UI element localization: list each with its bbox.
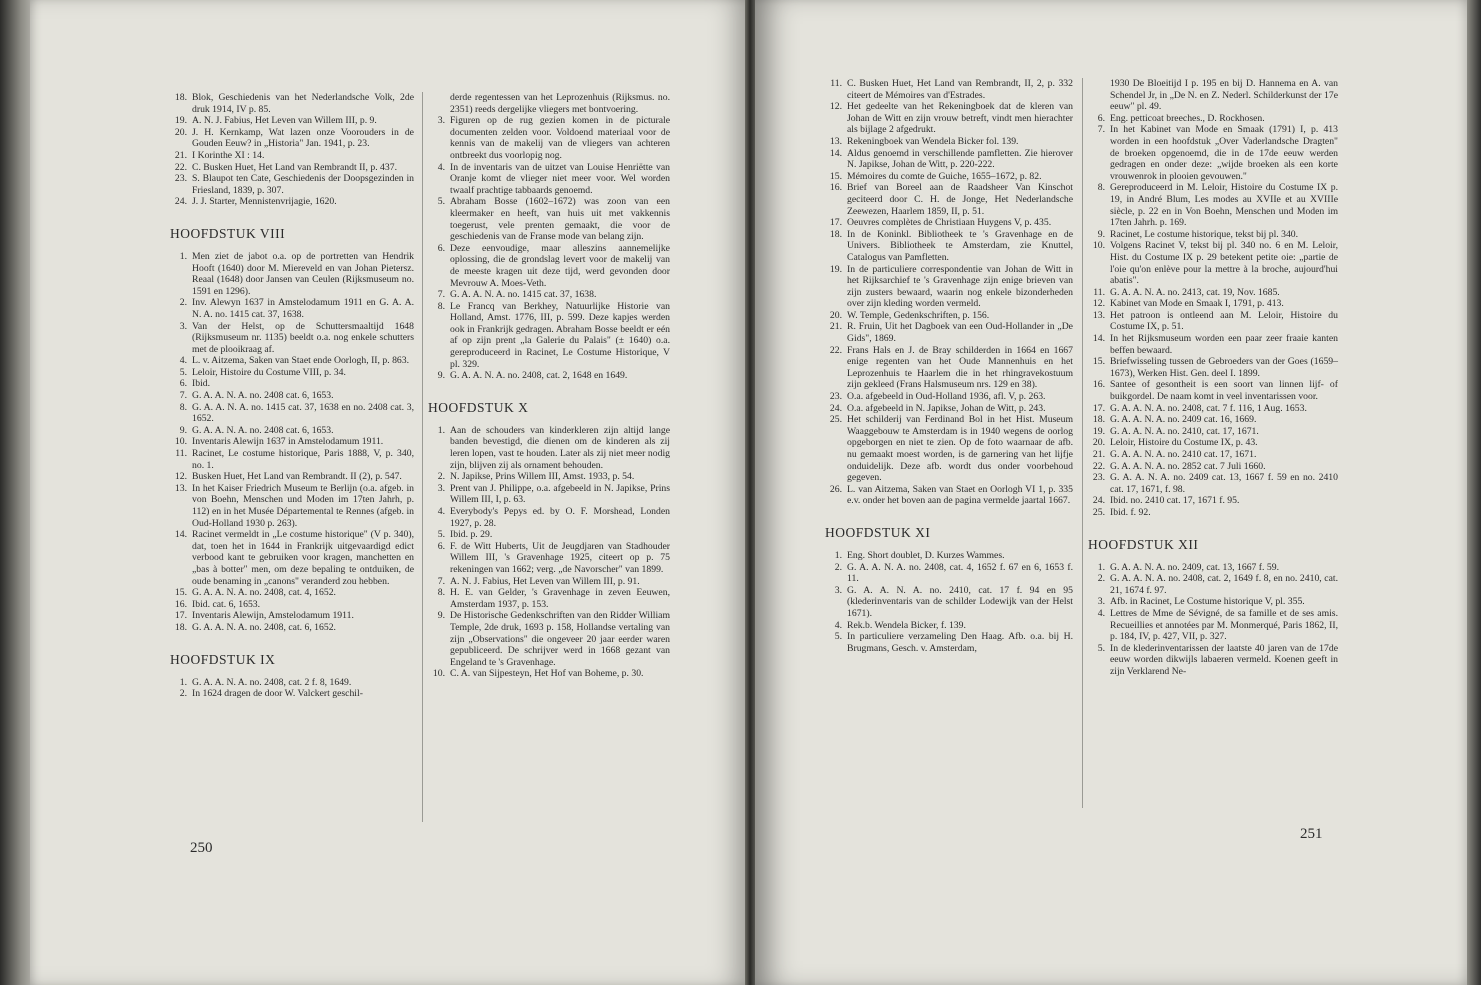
footnote-entry [825, 78, 1073, 101]
footnote-number: 16. [1092, 379, 1105, 391]
footnote-number: 3. [437, 482, 445, 494]
footnote-number: 5. [179, 366, 187, 378]
footnote-text: G. A. A. N. A. no. 2409 cat. 13, 1667 f. 59 en no. 2410 cat. 17, 1671, f. 98. [1110, 472, 1338, 495]
footnote-number: 22. [174, 161, 187, 173]
footnote-text: G. A. A. N. A. no. 2408, cat. 7 f. 116, 1 Aug. 1653. [1110, 402, 1307, 414]
footnote-entry [1088, 287, 1338, 299]
footnote-entry [1088, 414, 1338, 426]
footnote-number: 18. [174, 92, 187, 103]
footnote-text: G. A. A. N. A. no. 2408 cat. 6, 1653. [192, 390, 334, 402]
footnote-text: G. A. A. N. A. no. 2410, cat. 17, 1671. [1110, 425, 1259, 437]
footnote-number: 7. [437, 575, 445, 587]
footnote-number: 4. [179, 355, 187, 367]
footnote-number: 4. [437, 506, 445, 517]
footnote-entry [428, 541, 670, 576]
right-page [755, 0, 1467, 985]
footnote-text: H. E. van Gelder, 's Gravenhage in zeven Eeuwen, Amsterdam 1937, p. 153. [450, 587, 670, 610]
footnote-text: Brief van Boreel aan de Raadsheer Van Kinschot geciteerd door C. H. de Jonge, Het Nederlandsche Zeewezen, Haarlem 1859, II, p. 51. [847, 182, 1073, 217]
footnote-text: G. A. A. N. A. no. 2408, cat. 4, 1652. [192, 587, 336, 599]
footnote-number: 14. [1092, 333, 1105, 345]
footnote-entry [428, 587, 670, 610]
footnote-number: 20. [829, 309, 842, 321]
footnote-number: 10. [1092, 240, 1105, 252]
footnote-text: A. N. J. Fabius, Het Leven van Willem III, p. 9. [192, 115, 377, 127]
book-edge-right [1467, 0, 1481, 985]
chapter-heading: HOOFDSTUK X [428, 399, 529, 415]
left-page [30, 0, 748, 985]
footnote-text: G. A. A. N. A. no. 2410, cat. 17 f. 94 en 95 (klederinventaris van de schilder Lodewijk van der Helst 1671). [847, 584, 1073, 619]
footnote-number: 14. [174, 529, 187, 541]
footnote-number: 8. [437, 300, 445, 312]
footnote-entry [170, 162, 414, 174]
footnote-number: 6. [179, 378, 187, 390]
footnote-entry [1088, 356, 1338, 379]
footnote-text: Aldus genoemd in verschillende pamfletten. Zie hierover N. Japikse, Johan de Witt, p. 220-222. [847, 147, 1073, 171]
footnote-entry [1088, 495, 1338, 507]
footnote-text: O.a. afgebeeld in Oud-Holland 1936, afl. V, p. 263. [847, 391, 1046, 403]
footnote-entry [170, 321, 414, 356]
footnote-text: In 1624 dragen de door W. Valckert geschil- [192, 688, 363, 700]
footnote-text: G. A. A. N. A. no. 2408, cat. 2, 1648 en 1649. [450, 370, 628, 382]
footnote-text: O.a. afgebeeld in N. Japikse, Johan de Witt, p. 243. [847, 402, 1046, 414]
chapter-heading: HOOFDSTUK IX [170, 651, 276, 667]
footnote-number: 2. [437, 471, 445, 483]
footnote-text: L. van Aitzema, Saken van Staet en Oorlogh VI 1, p. 335 e.v. onder het boven aan de pagina vermelde jaartal 1667. [847, 483, 1073, 507]
footnote-entry [170, 196, 414, 208]
footnote-entry [428, 243, 670, 289]
footnote-text: Racinet, Le costume historique, Paris 1888, V, p. 340, no. 1. [192, 448, 414, 471]
footnote-entry [1088, 426, 1338, 438]
footnote-text: G. A. A. N. A. no. 2409 cat. 16, 1669. [1110, 414, 1257, 426]
footnote-text: Gereproduceerd in M. Leloir, Histoire du Costume IX p. 19, in André Blum, Les modes au XVIIe et au XVIIIe siècle, p. 22 en in Von Boehn, Menschen und Moden im 17ten Jahrh. p. 169. [1110, 182, 1338, 229]
footnote-entry [170, 610, 414, 622]
footnote-entry [1088, 182, 1338, 228]
footnote-entry [170, 622, 414, 634]
footnote-text: G. A. A. N. A. no. 2408, cat. 6, 1652. [192, 621, 336, 633]
footnote-text: C. Busken Huet, Het Land van Rembrandt II, p. 437. [192, 161, 398, 173]
footnote-text: Aan de schouders van kinderkleren zijn altijd lange banden bevestigd, die dienen om de kinderen als zij leren lopen, vast te houden. Later als zij niet meer nodig zijn, blijven zij als ornament behouden. [450, 424, 670, 471]
footnote-number: 19. [174, 115, 187, 127]
footnote-number: 1. [437, 424, 445, 436]
footnote-text: G. A. A. N. A. no. 2410 cat. 17, 1671. [1110, 449, 1257, 460]
footnote-number: 3. [834, 584, 842, 596]
footnote-entry [825, 171, 1073, 183]
footnote-text: Van der Helst, op de Schuttersmaaltijd 1648 (Rijksmuseum nr. 1135) beeldt o.a. nog enkele schutters met de plooikraag af. [192, 320, 414, 355]
footnote-entry [825, 403, 1073, 415]
footnote-text: Frans Hals en J. de Bray schilderden in 1664 en 1667 enige regenten van het Oude Mannenhuis en het Leprozenhuis te Haarlem die in het rhingravekostuum zijn gekleed (Frans Halsmuseum nrs. 129 en 38). [847, 344, 1073, 391]
footnote-number: 8. [179, 401, 187, 413]
footnote-entry [825, 321, 1073, 344]
footnote-entry [170, 688, 414, 700]
footnote-text: Eng. Short doublet, D. Kurzes Wammes. [847, 549, 1005, 561]
footnote-text: S. Blaupot ten Cate, Geschiedenis der Doopsgezinden in Friesland, 1839, p. 307. [192, 173, 414, 196]
footnote-entry [428, 483, 670, 506]
footnote-text: Santee of gesontheit is een soort van linnen lijf- of buikgordel. De naam komt in veel inventarissen voor. [1110, 379, 1338, 403]
footnote-entry [170, 425, 414, 437]
footnote-entry [825, 229, 1073, 264]
footnote-entry [825, 550, 1073, 562]
chapter-heading: HOOFDSTUK XI [825, 524, 931, 540]
footnote-number: 15. [1092, 356, 1105, 368]
footnote-text: Ibid. p. 29. [450, 529, 493, 541]
footnote-number: 15. [829, 170, 842, 182]
footnote-number: 15. [174, 587, 187, 599]
footnote-text: Leloir, Histoire du Costume VIII, p. 34. [192, 366, 346, 378]
column-rule [1082, 78, 1083, 808]
footnote-text: L. v. Aitzema, Saken van Staet ende Oorlogh, II, p. 863. [192, 355, 410, 367]
footnote-number: 17. [829, 217, 842, 229]
footnote-entry [1088, 562, 1338, 574]
left-notes-column-2 [428, 92, 670, 680]
footnote-entry [170, 173, 414, 196]
footnote-text: In het Kabinet van Mode en Smaak (1791) I, p. 413 worden in een hoofdstuk „Over Vaderlandsche Dragten" de broeken opgenoemd, die in de 17de eeuw werden gedragen en onder deze: „wijde broeken als een korte vrouwenrok in plooien gevouwen." [1110, 124, 1338, 182]
footnote-text: A. N. J. Fabius, Het Leven van Willem III, p. 91. [450, 575, 640, 587]
footnote-number: 12. [174, 471, 187, 483]
footnote-entry [170, 402, 414, 425]
footnote-entry [1088, 229, 1338, 241]
footnote-entry [170, 448, 414, 471]
footnote-entry [428, 529, 670, 541]
page-number: 250 [190, 840, 213, 856]
footnote-text: Oeuvres complètes de Christiaan Huygens V, p. 435. [847, 217, 1052, 229]
footnote-text: G. A. A. N. A. no. 1415 cat. 37, 1638 en no. 2408 cat. 3, 1652. [192, 401, 414, 425]
footnote-number: 24. [1092, 495, 1105, 507]
footnote-entry [428, 289, 670, 301]
footnote-text: Leloir, Histoire du Costume IX, p. 43. [1110, 437, 1258, 449]
footnote-text: J. H. Kernkamp, Wat lazen onze Voorouders in de Gouden Eeuw? in „Historia" Jan. 1941, p. 23. [192, 126, 414, 150]
footnote-number [428, 92, 450, 115]
footnote-number: 6. [1097, 112, 1105, 124]
footnote-text: Le Francq van Berkhey, Natuurlijke Historie van Holland, Amst. 1776, III, p. 599. Deze kapjes werden ook in Frankrijk gedragen. Abraham Bosse beeldt er eén af op zijn prent „la Galerie du Palais" (± 1640) o.a. gereproduceerd in Racinet, Le Costume Historique, V pl. 329. [450, 300, 670, 370]
footnote-number: 8. [1097, 182, 1105, 194]
footnote-text: In de Koninkl. Bibliotheek te 's Gravenhage en de Univers. Bibliotheek te Amsterdam, zie Knuttel, Catalogus van Pamfletten. [847, 228, 1073, 263]
footnote-entry [825, 136, 1073, 148]
footnote-entry [825, 631, 1073, 654]
footnote-entry [825, 264, 1073, 310]
footnote-number: 5. [834, 631, 842, 643]
footnote-entry [825, 391, 1073, 403]
footnote-entry [428, 506, 670, 529]
footnote-number: 3. [437, 115, 445, 127]
footnote-number: 16. [174, 598, 187, 610]
footnote-entry [1088, 449, 1338, 461]
footnote-entry [170, 390, 414, 402]
footnote-entry [1088, 379, 1338, 402]
footnote-entry [170, 251, 414, 297]
chapter-heading: HOOFDSTUK XII [1088, 536, 1199, 552]
footnote-number: 19. [1092, 425, 1105, 437]
footnote-number: 25. [829, 414, 842, 426]
footnote-number: 21. [174, 149, 187, 161]
left-notes-column-1 [170, 92, 414, 700]
footnote-text: G. A. A. N. A. no. 1415 cat. 37, 1638. [450, 289, 597, 301]
footnote-text: Ibid. f. 92. [1110, 506, 1151, 518]
footnote-number: 18. [829, 228, 842, 240]
footnote-text: Rek.b. Wendela Bicker, f. 139. [847, 619, 966, 631]
right-notes-column-2 [1088, 78, 1338, 678]
footnote-entry [170, 150, 414, 162]
footnote-entry [428, 370, 670, 382]
footnote-number: 5. [437, 529, 445, 541]
footnote-number: 25. [1092, 506, 1105, 518]
footnote-text: G. A. A. N. A. no. 2408, cat. 2, 1649 f. 8, en no. 2410, cat. 21, 1674 f. 97. [1110, 573, 1338, 596]
footnote-number: 4. [1097, 607, 1105, 619]
footnote-number: 13. [829, 135, 842, 147]
footnote-number: 2. [834, 561, 842, 573]
footnote-number: 22. [829, 344, 842, 356]
footnote-number: 18. [1092, 414, 1105, 426]
footnote-number: 13. [1092, 309, 1105, 321]
footnote-text: Het schilderij van Ferdinand Bol in het Hist. Museum Waaggebouw te Amsterdam is in 1940 wegens de oorlog opgeborgen en niet te zien. Op de foto waarnaar de afb. nu gemaakt moest worden, is de garnering van het lijfje onduidelijk. Deze afb. wordt dus onder voorbehoud gegeven. [847, 414, 1073, 484]
footnote-entry [428, 425, 670, 471]
footnote-entry [1088, 507, 1338, 519]
footnote-entry [825, 217, 1073, 229]
book-spine [745, 0, 755, 985]
footnote-text: Busken Huet, Het Land van Rembrandt. II (2), p. 547. [192, 471, 402, 483]
footnote-entry [1088, 461, 1338, 473]
footnote-number: 9. [437, 610, 445, 622]
footnote-entry [1088, 124, 1338, 182]
footnote-text: Het gedeelte van het Rekeningboek dat de kleren van Johan de Witt en zijn vrouw betreft, vindt men hierachter als bijlage 2 afgedrukt. [847, 101, 1073, 136]
footnote-text: Eng. petticoat breeches., D. Rockhosen. [1110, 112, 1265, 124]
column-rule [422, 92, 423, 822]
footnote-entry [428, 471, 670, 483]
footnote-text: G. A. A. N. A. no. 2408, cat. 2 f. 8, 1649. [192, 676, 352, 688]
footnote-text: In de inventaris van de uitzet van Louise Henriëtte van Oranje komt de vlieger niet meer voor. Wel worden twaalf prachtige tabbaards genoemd. [450, 161, 670, 196]
footnote-entry [170, 127, 414, 150]
footnote-text: Ibid. [192, 378, 211, 390]
footnote-entry [825, 585, 1073, 620]
footnote-number: 7. [1097, 124, 1105, 136]
footnote-text: G. A. A. N. A. no. 2408 cat. 6, 1653. [192, 424, 334, 436]
footnote-text: Ibid. cat. 6, 1653. [192, 598, 261, 610]
footnote-number: 2. [179, 688, 187, 700]
footnote-text: Inventaris Alewijn, Amstelodamum 1911. [192, 610, 354, 622]
footnote-entry [170, 355, 414, 367]
footnote-number: 23. [174, 173, 187, 185]
footnote-number: 12. [1092, 298, 1105, 310]
footnote-entry [428, 576, 670, 588]
footnote-text: Inv. Alewyn 1637 in Amstelodamum 1911 en G. A. A. N. A. no. 1415 cat. 37, 1638. [192, 297, 414, 320]
footnote-number: 17. [1092, 402, 1105, 414]
footnote-entry [1088, 240, 1338, 286]
footnote-entry [1088, 608, 1338, 643]
footnote-number: 11. [175, 448, 187, 460]
footnote-text: G. A. A. N. A. no. 2413, cat. 19, Nov. 1685. [1110, 286, 1280, 298]
footnote-number: 9. [437, 370, 445, 382]
footnote-number: 3. [1097, 596, 1105, 608]
footnote-text: Men ziet de jabot o.a. op de portretten van Hendrik Hooft (1640) door M. Miereveld en van Johan Pietersz. Reaal (1648) door Jansen van Ceulen (Rijksmuseum no. 1591 en 1296). [192, 250, 414, 297]
footnote-text: G. A. A. N. A. no. 2852 cat. 7 Juli 1660. [1110, 460, 1266, 472]
footnote-entry [170, 471, 414, 483]
footnote-number: 7. [437, 289, 445, 301]
footnote-number: 13. [174, 482, 187, 494]
footnote-number: 21. [829, 321, 842, 333]
footnote-number: 14. [829, 147, 842, 159]
footnote-text: Afb. in Racinet, Le Costume historique V, pl. 355. [1110, 596, 1305, 608]
footnote-number: 1. [179, 250, 187, 262]
footnote-entry [825, 620, 1073, 632]
footnote-text: Racinet vermeldt in „Le costume historique" (V p. 340), dat, toen het in 1644 in Frankrijk uitgevaardigd edict verbood kant te gebruiken voor kragen, manchetten en „bas à botter" men, om deze bepaling te ontduiken, de oude benaming in „canons" veranderd zou hebben. [192, 529, 414, 587]
right-notes-column-1 [825, 78, 1073, 654]
footnote-entry [1088, 333, 1338, 356]
footnote-entry [170, 483, 414, 529]
footnote-number: 1. [834, 549, 842, 561]
footnote-text: Het patroon is ontleend aan M. Leloir, Histoire du Costume IX, p. 51. [1110, 309, 1338, 333]
footnote-entry [1088, 437, 1338, 449]
footnote-number: 4. [437, 161, 445, 173]
footnote-number: 21. [1092, 449, 1105, 460]
footnote-number: 24. [829, 402, 842, 414]
footnote-number: 5. [1097, 642, 1105, 654]
footnote-text: derde regentessen van het Leprozenhuis (Rijksmus. no. 2351) reeds dergelijke vliegers met bontvoering. [450, 92, 670, 115]
footnote-text: Blok, Geschiedenis van het Nederlandsche Volk, 2de druk 1914, IV p. 85. [192, 92, 414, 115]
footnote-number: 2. [1097, 573, 1105, 585]
footnote-text: Kabinet van Mode en Smaak I, 1791, p. 413. [1110, 298, 1284, 310]
book-edge-left [0, 0, 30, 985]
footnote-number: 7. [179, 390, 187, 402]
footnote-text: Inventaris Alewijn 1637 in Amstelodamum 1911. [192, 436, 384, 448]
chapter-heading: HOOFDSTUK VIII [170, 225, 286, 241]
footnote-text: De Historische Gedenkschriften van den Ridder William Temple, 2de druk, 1693 p. 158, Hollandse vertaling van zijn „Observations" die ongeveer 20 jaar eerder waren gepubliceerd. De schrijver werd in 1668 gezant van Engeland te 's Gravenhage. [450, 610, 670, 668]
footnote-entry [1088, 643, 1338, 678]
footnote-entry [170, 367, 414, 379]
footnote-number: 9. [1097, 228, 1105, 240]
footnote-text: N. Japikse, Prins Willem III, Amst. 1933, p. 54. [450, 471, 635, 483]
footnote-entry [170, 436, 414, 448]
footnote-number: 3. [179, 320, 187, 332]
footnote-number: 11. [830, 78, 842, 89]
footnote-number: 10. [432, 668, 445, 680]
footnote-text: F. de Witt Huberts, Uit de Jeugdjaren van Stadhouder Willem III, 's Gravenhage 1925, citeert op p. 75 rekeningen van 1662; verg. „de Navorscher" van 1899. [450, 540, 670, 575]
footnote-entry [170, 115, 414, 127]
footnote-entry [825, 101, 1073, 136]
footnote-entry [170, 587, 414, 599]
footnote-text: Racinet, Le costume historique, tekst bij pl. 340. [1110, 228, 1299, 240]
footnote-entry [1088, 472, 1338, 495]
footnote-entry [428, 196, 670, 242]
footnote-text: R. Fruin, Uit het Dagboek van een Oud-Hollander in „De Gids", 1869. [847, 321, 1073, 345]
footnote-entry [170, 378, 414, 390]
footnote-entry [428, 162, 670, 197]
footnote-number: 6. [437, 242, 445, 254]
footnote-entry [1088, 78, 1338, 113]
footnote-entry [428, 610, 670, 668]
footnote-text: C. A. van Sijpesteyn, Het Hof van Boheme, p. 30. [450, 668, 644, 680]
footnote-text: J. J. Starter, Mennistenvrijagie, 1620. [192, 196, 337, 208]
footnote-entry [428, 668, 670, 680]
footnote-entry [170, 529, 414, 587]
footnote-number: 26. [829, 483, 842, 495]
footnote-text: In de klederinventarissen der laatste 40 jaren van de 17de eeuw worden dikwijls labaeren vermeld. Koenen geeft in zijn Verklarend Ne- [1110, 642, 1338, 677]
footnote-number: 24. [174, 196, 187, 208]
footnote-text: G. A. A. N. A. no. 2409, cat. 13, 1667 f. 59. [1110, 561, 1279, 573]
footnote-number: 17. [174, 610, 187, 622]
footnote-text: Mémoires du comte de Guiche, 1655–1672, p. 82. [847, 170, 1042, 182]
footnote-entry [1088, 298, 1338, 310]
footnote-number: 2. [179, 297, 187, 309]
footnote-entry [1088, 113, 1338, 125]
footnote-entry [1088, 596, 1338, 608]
footnote-number: 22. [1092, 460, 1105, 472]
footnote-entry [170, 92, 414, 115]
footnote-number: 6. [437, 540, 445, 552]
footnote-text: 1930 De Bloeitijd I p. 195 en bij D. Hannema en A. van Schendel Jr, in „De N. en Z. Nederl. Schilderkunst der 17e eeuw" pl. 49. [1110, 78, 1338, 113]
footnote-number: 10. [174, 436, 187, 448]
footnote-text: G. A. A. N. A. no. 2408, cat. 4, 1652 f. 67 en 6, 1653 f. 11. [847, 561, 1073, 585]
footnote-entry [825, 310, 1073, 322]
footnote-entry [1088, 310, 1338, 333]
footnote-text: Everybody's Pepys ed. by O. F. Morshead, Londen 1927, p. 28. [450, 506, 670, 529]
footnote-text: Figuren op de rug gezien komen in de picturale documenten zelden voor. Voldoend materiaal voor de kennis van de makelij van de vliegers van achteren ontbreekt dus voorlopig nog. [450, 115, 670, 161]
footnote-text: Briefwisseling tussen de Gebroeders van der Goes (1659–1673), Werken Hist. Gen. deel I. 1899. [1110, 356, 1338, 379]
footnote-number: 20. [174, 126, 187, 138]
footnote-entry [825, 345, 1073, 391]
footnote-entry [170, 599, 414, 611]
footnote-number: 9. [179, 424, 187, 436]
footnote-number: 12. [829, 101, 842, 113]
footnote-entry [428, 92, 670, 115]
footnote-entry [1088, 403, 1338, 415]
footnote-text: In particuliere verzameling Den Haag. Afb. o.a. bij H. Brugmans, Gesch. v. Amsterdam, [847, 631, 1073, 654]
footnote-entry [428, 301, 670, 371]
footnote-text: C. Busken Huet, Het Land van Rembrandt, II, 2, p. 332 citeert de Mémoires van d'Estrades. [847, 78, 1073, 101]
footnote-entry [170, 297, 414, 320]
footnote-number: 5. [437, 196, 445, 208]
footnote-text: I Korinthe XI : 14. [192, 149, 265, 161]
footnote-text: Prent van J. Philippe, o.a. afgebeeld in N. Japikse, Prins Willem III, I, p. 63. [450, 482, 670, 506]
footnote-number [1088, 78, 1110, 113]
footnote-text: In de particuliere correspondentie van Johan de Witt in het Rijksarchief te 's Gravenhage zijn enige brieven van zijn zusters bewaard, waarin nog enkele bizonderheden over zijn kleding worden vermeld. [847, 263, 1073, 310]
footnote-number: 23. [1092, 472, 1105, 484]
footnote-text: Lettres de Mme de Sévigné, de sa famille et de ses amis. Recueillies et annotées par M. Monmerqué, Paris 1862, II, p. 184, IV, p. 427, VII, p. 327. [1110, 607, 1338, 643]
footnote-number: 19. [829, 263, 842, 275]
footnote-entry [825, 148, 1073, 171]
page-number: 251 [1300, 826, 1323, 842]
footnote-number: 11. [1093, 286, 1105, 298]
footnote-text: Abraham Bosse (1602–1672) was zoon van een kleermaker en heeft, van huis uit met vakkennis toegerust, vele prenten gemaakt, die voor de geschiedenis van de Franse mode van belang zijn. [450, 196, 670, 243]
footnote-text: Volgens Racinet V, tekst bij pl. 340 no. 6 en M. Leloir, Hist. du Costume IX p. 29 betekent petite oie: „partie de l'oie qu'on enlève pour la mettre à la broche, aujourd'hui abatis". [1110, 240, 1338, 287]
footnote-entry [170, 677, 414, 689]
footnote-entry [825, 182, 1073, 217]
footnote-entry [825, 484, 1073, 507]
footnote-text: Rekeningboek van Wendela Bicker fol. 139. [847, 135, 1019, 147]
footnote-entry [428, 115, 670, 161]
footnote-number: 4. [834, 619, 842, 631]
footnote-text: Deze eenvoudige, maar alleszins aannemelijke oplossing, die de grondslag levert voor de makelij van de meeste kragen uit deze tijd, werd gevonden door Mevrouw A. Moes-Veth. [450, 242, 670, 289]
footnote-number: 1. [1097, 561, 1105, 573]
footnote-number: 18. [174, 621, 187, 633]
footnote-number: 23. [829, 391, 842, 403]
footnote-number: 16. [829, 182, 842, 194]
footnote-number: 8. [437, 587, 445, 599]
footnote-entry [825, 414, 1073, 484]
footnote-text: In het Rijksmuseum worden een paar zeer fraaie kanten beffen bewaard. [1110, 333, 1338, 356]
footnote-entry [825, 562, 1073, 585]
footnote-number: 1. [179, 676, 187, 688]
footnote-number: 20. [1092, 437, 1105, 449]
footnote-text: In het Kaiser Friedrich Museum te Berlijn (o.a. afgeb. in von Boehn, Menschen und Moden im 17ten Jahrh, p. 112) en in het Musée Départemental te Rennes (afgeb. in Oud-Holland 1930 p. 263). [192, 482, 414, 529]
footnote-entry [1088, 573, 1338, 596]
footnote-text: W. Temple, Gedenkschriften, p. 156. [847, 309, 990, 321]
footnote-text: Ibid. no. 2410 cat. 17, 1671 f. 95. [1110, 495, 1240, 507]
